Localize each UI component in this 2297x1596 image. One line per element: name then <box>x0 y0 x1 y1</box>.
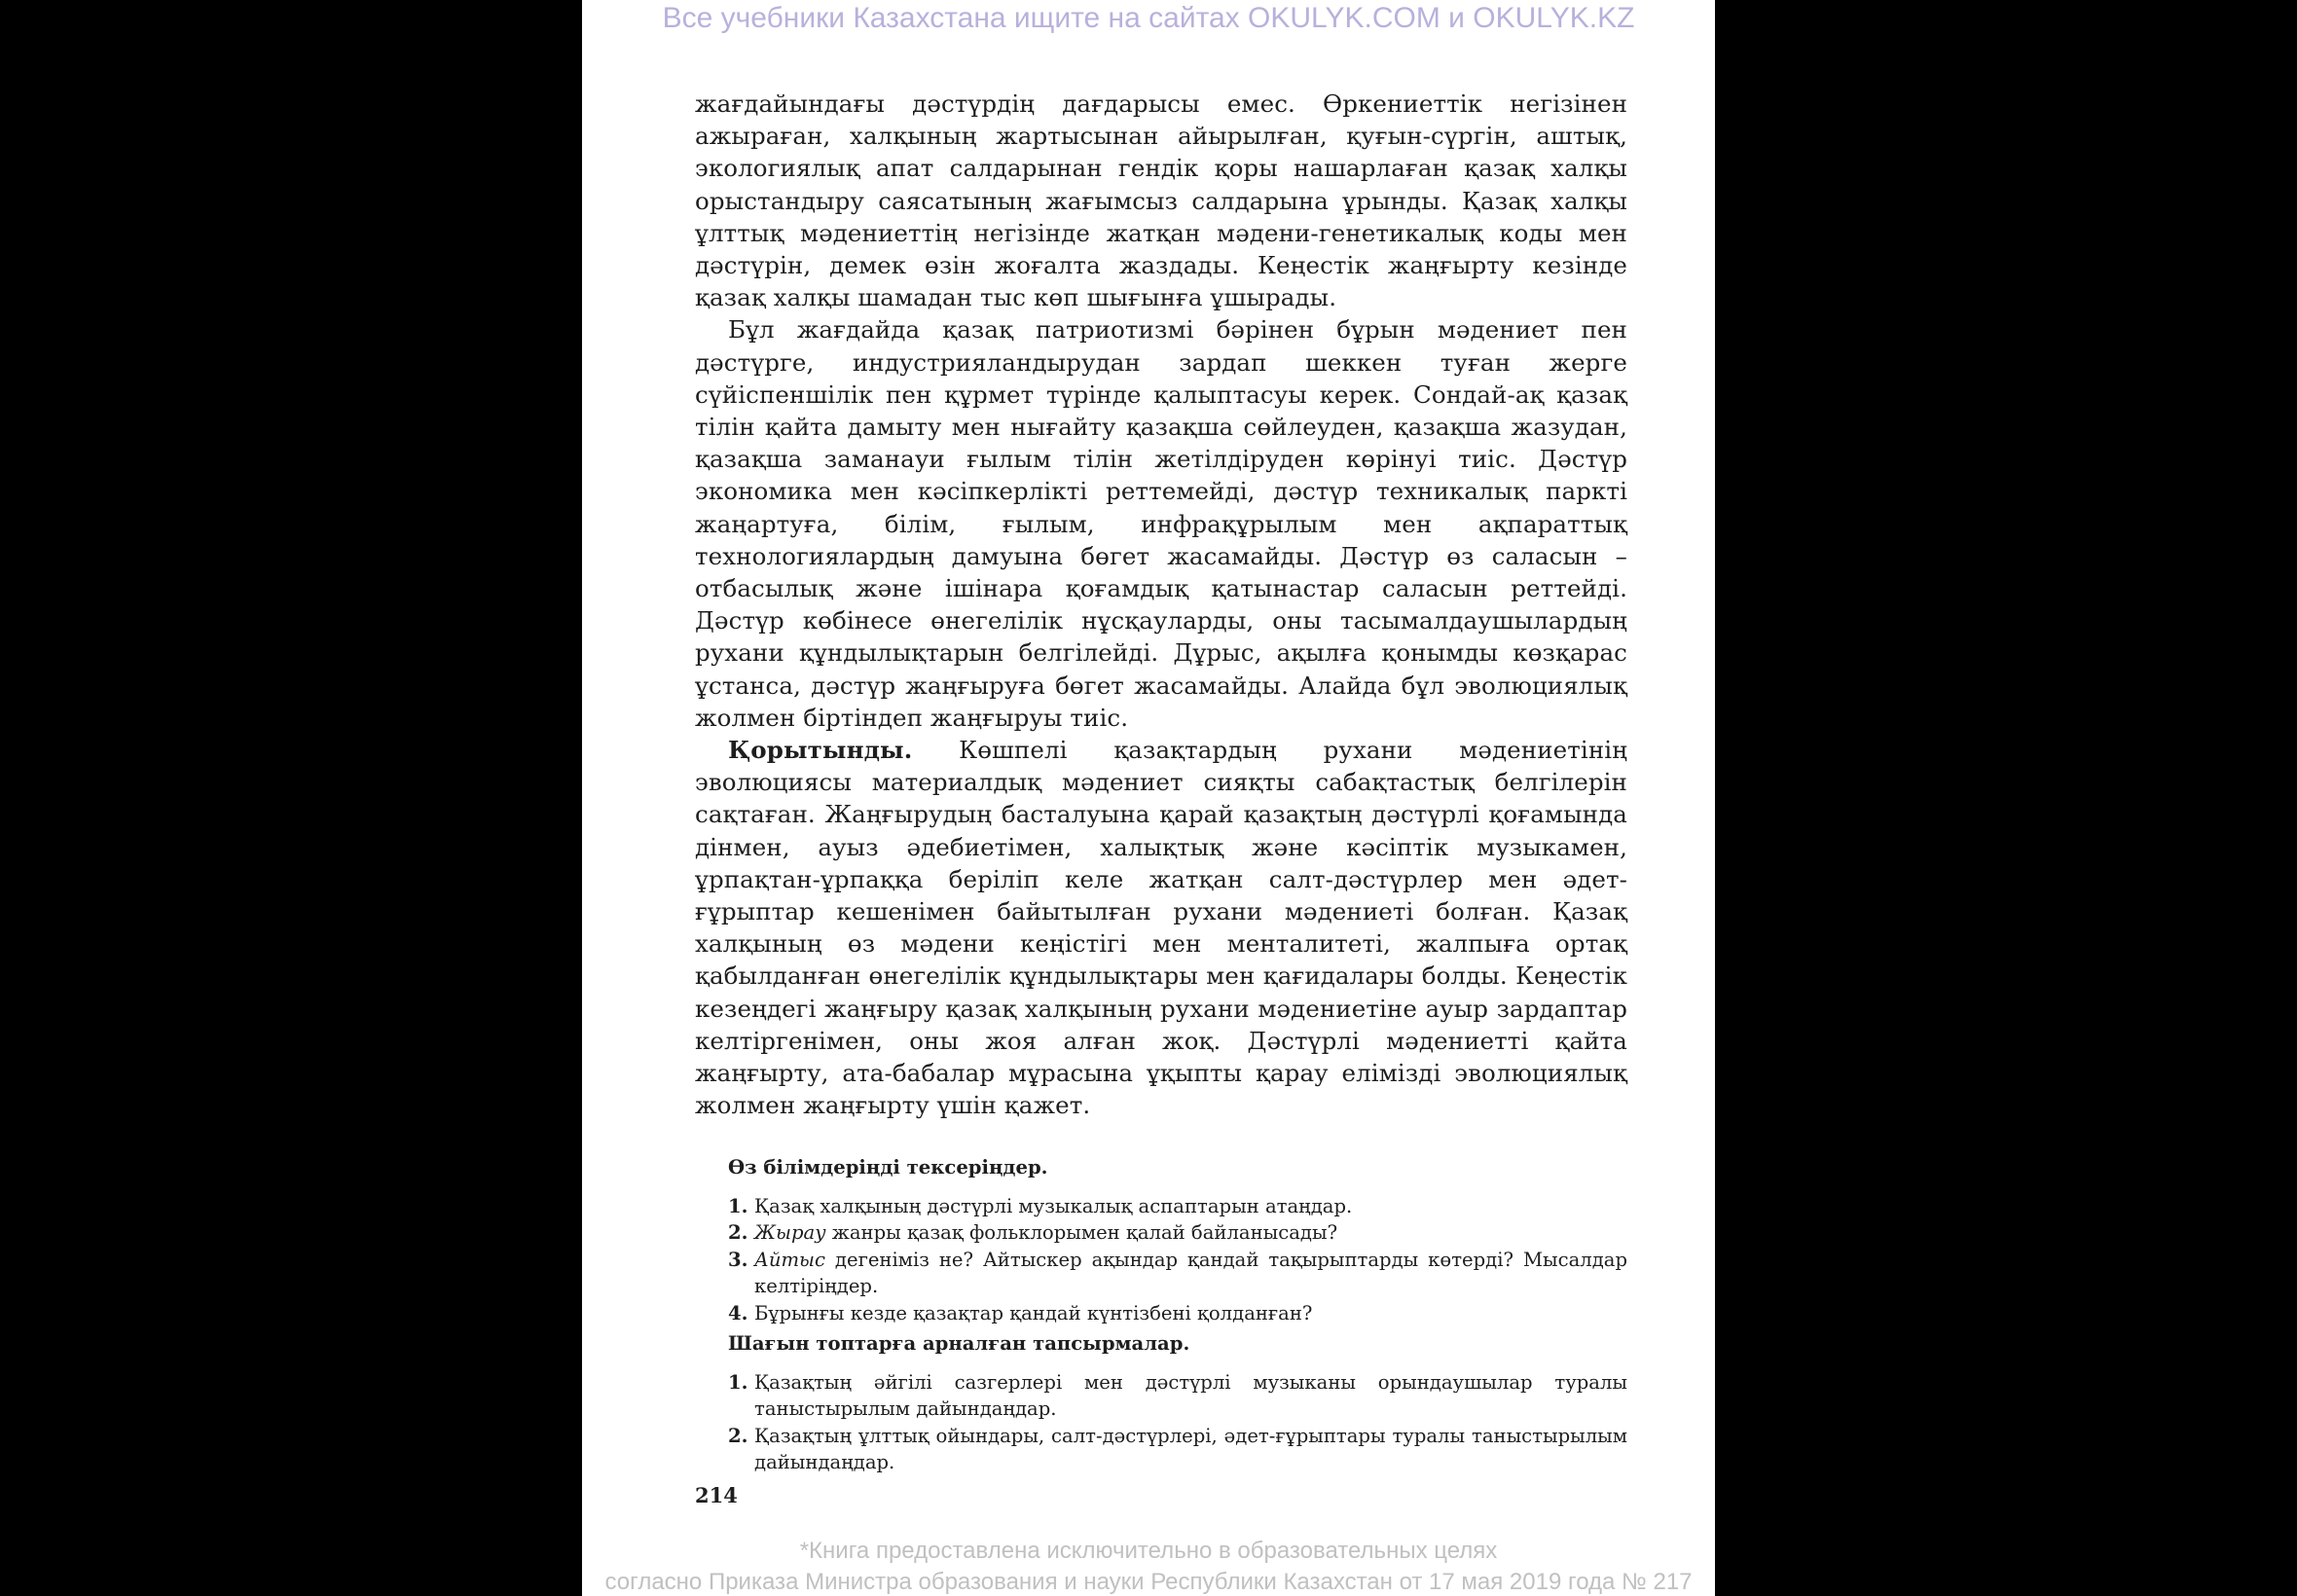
task-text: Қазақтың ұлттық ойындары, салт-дәстүрлері, әдет-ғұрыптары туралы таныстырылым дайындаңдар. <box>754 1424 1627 1473</box>
conclusion-text: Көшпелі қазақтардың рухани мәдениетінің эволюциясы материалдық мәдениет сияқты сабақтастық белгілерін сақтаған. Жаңғырудың басталуына қарай қазақтың дәстүрлі қоғамында дінмен, ауыз әдебиетімен, халықтық және кәсіптік музыкамен, ұрпақтан-ұрпаққа беріліп келе жатқан салт-дәстүрлер мен әдет-ғұрыптар кешенімен байытылған рухани мәдениеті болған. Қазақ халқының өз мәдени кеңістігі мен менталитеті, жалпыға ортақ қабылданған өнегелілік құндылықтары мен қағидалары болды. Кеңестік кезеңдегі жаңғыру қазақ халқының рухани мәдениетіне ауыр зардаптар келтіргенімен, оны жоя алған жоқ. Дәстүрлі мәдениетті қайта жаңғырту, ата-бабалар мұрасына ұқыпты қарау елімізді эволюциялық жолмен жаңғырту үшін қажет. <box>695 736 1627 1120</box>
paragraph-1: жағдайындағы дәстүрдің дағдарысы емес. Өркениеттік негізінен ажыраған, халқының жартысынан айырылған, қуғын-сүргін, аштық, экологиялық апат салдарынан гендік қоры нашарлаған қазақ халқы орыстандыру саясатының жағымсыз салдарына ұрынды. Қазақ халқы ұлттық мәдениеттің негізінде жатқан мәдени-генетикалық коды мен дәстүрін, демек өзін жоғалта жаздады. Кеңестік жаңғырту кезінде қазақ халқы шамадан тыс көп шығынға ұшырады. <box>695 90 1627 312</box>
question-body: жанры қазақ фольклорымен қалай байланысады? <box>825 1221 1338 1244</box>
question-number: 2. <box>728 1221 748 1244</box>
page-number: 214 <box>695 1483 738 1507</box>
conclusion-lead: Қорытынды. <box>728 736 913 765</box>
review-section <box>695 1154 1627 1476</box>
footer-note-line-1: *Книга предоставлена исключительно в образовательных целях <box>799 1538 1498 1564</box>
body-text <box>695 88 1627 1122</box>
textbook-page <box>582 0 1715 1596</box>
task-item <box>695 1423 1627 1476</box>
question-number: 1. <box>728 1194 748 1217</box>
task-text: Қазақтың әйгілі сазгерлері мен дәстүрлі музыканы орындаушылар туралы таныстырылым дайындаңдар. <box>754 1370 1627 1420</box>
question-item <box>695 1193 1627 1220</box>
task-item <box>695 1369 1627 1423</box>
question-body: Бұрынғы кезде қазақтар қандай күнтізбені қолданған? <box>754 1301 1313 1324</box>
questions-list <box>695 1193 1627 1327</box>
question-number: 3. <box>728 1248 748 1271</box>
tasks-heading: Шағын топтарға арналған тапсырмалар. <box>728 1332 1190 1355</box>
questions-heading: Өз білімдеріңді тексеріңдер. <box>728 1156 1048 1179</box>
question-body: Қазақ халқының дәстүрлі музыкалық аспаптарын атаңдар. <box>754 1194 1353 1217</box>
question-text <box>754 1193 1627 1220</box>
tasks-list <box>695 1369 1627 1476</box>
paragraph-2: Бұл жағдайда қазақ патриотизмі бәрінен бұрын мәдениет пен дәстүрге, индустрияландырудан зардап шеккен туған жерге сүйіспеншілік пен құрмет түрінде қалыптасуы керек. Сондай-ақ қазақ тілін қайта дамыту мен нығайту қазақша сөйлеуден, қазақша жазудан, қазақша заманауи ғылым тілін жетілдіруден көрінуі тиіс. Дәстүр экономика мен кәсіпкерлікті реттемейді, дәстүр техникалық паркті жаңартуға, білім, ғылым, инфрақұрылым мен ақпараттық технологиялардың дамуына бөгет жасамайды. Дәстүр өз саласын – отбасылық және ішінара қоғамдық қатынастар саласын реттейді. Дәстүр көбінесе өнегелілік нұсқауларды, оны тасымалдаушылардың рухани құндылықтарын белгілейді. Дұрыс, ақылға қонымды көзқарас ұстанса, дәстүр жаңғыруға бөгет жасамайды. Алайда бұл эволюциялық жолмен біртіндеп жаңғыруы тиіс. <box>695 315 1627 732</box>
question-italic-term: Жырау <box>754 1221 826 1244</box>
paragraph-3 <box>695 734 1627 1121</box>
question-italic-term: Айтыс <box>754 1248 825 1271</box>
question-item <box>695 1247 1627 1300</box>
footer-note-line-2: согласно Приказа Министра образования и науки Республики Казахстан от 17 мая 2019 года № 217 <box>604 1569 1693 1595</box>
watermark-top: Все учебники Казахстана ищите на сайтах OKULYK.COM и OKULYK.KZ <box>662 2 1635 34</box>
task-number: 1. <box>728 1370 748 1394</box>
question-text <box>754 1219 1627 1247</box>
question-number: 4. <box>728 1301 748 1324</box>
task-number: 2. <box>728 1424 748 1447</box>
question-text <box>754 1300 1627 1327</box>
question-body: дегеніміз не? Айтыскер ақындар қандай тақырыптарды көтерді? Мысалдар келтіріңдер. <box>754 1248 1627 1297</box>
question-text <box>754 1247 1627 1300</box>
question-item <box>695 1300 1627 1327</box>
question-item <box>695 1219 1627 1247</box>
